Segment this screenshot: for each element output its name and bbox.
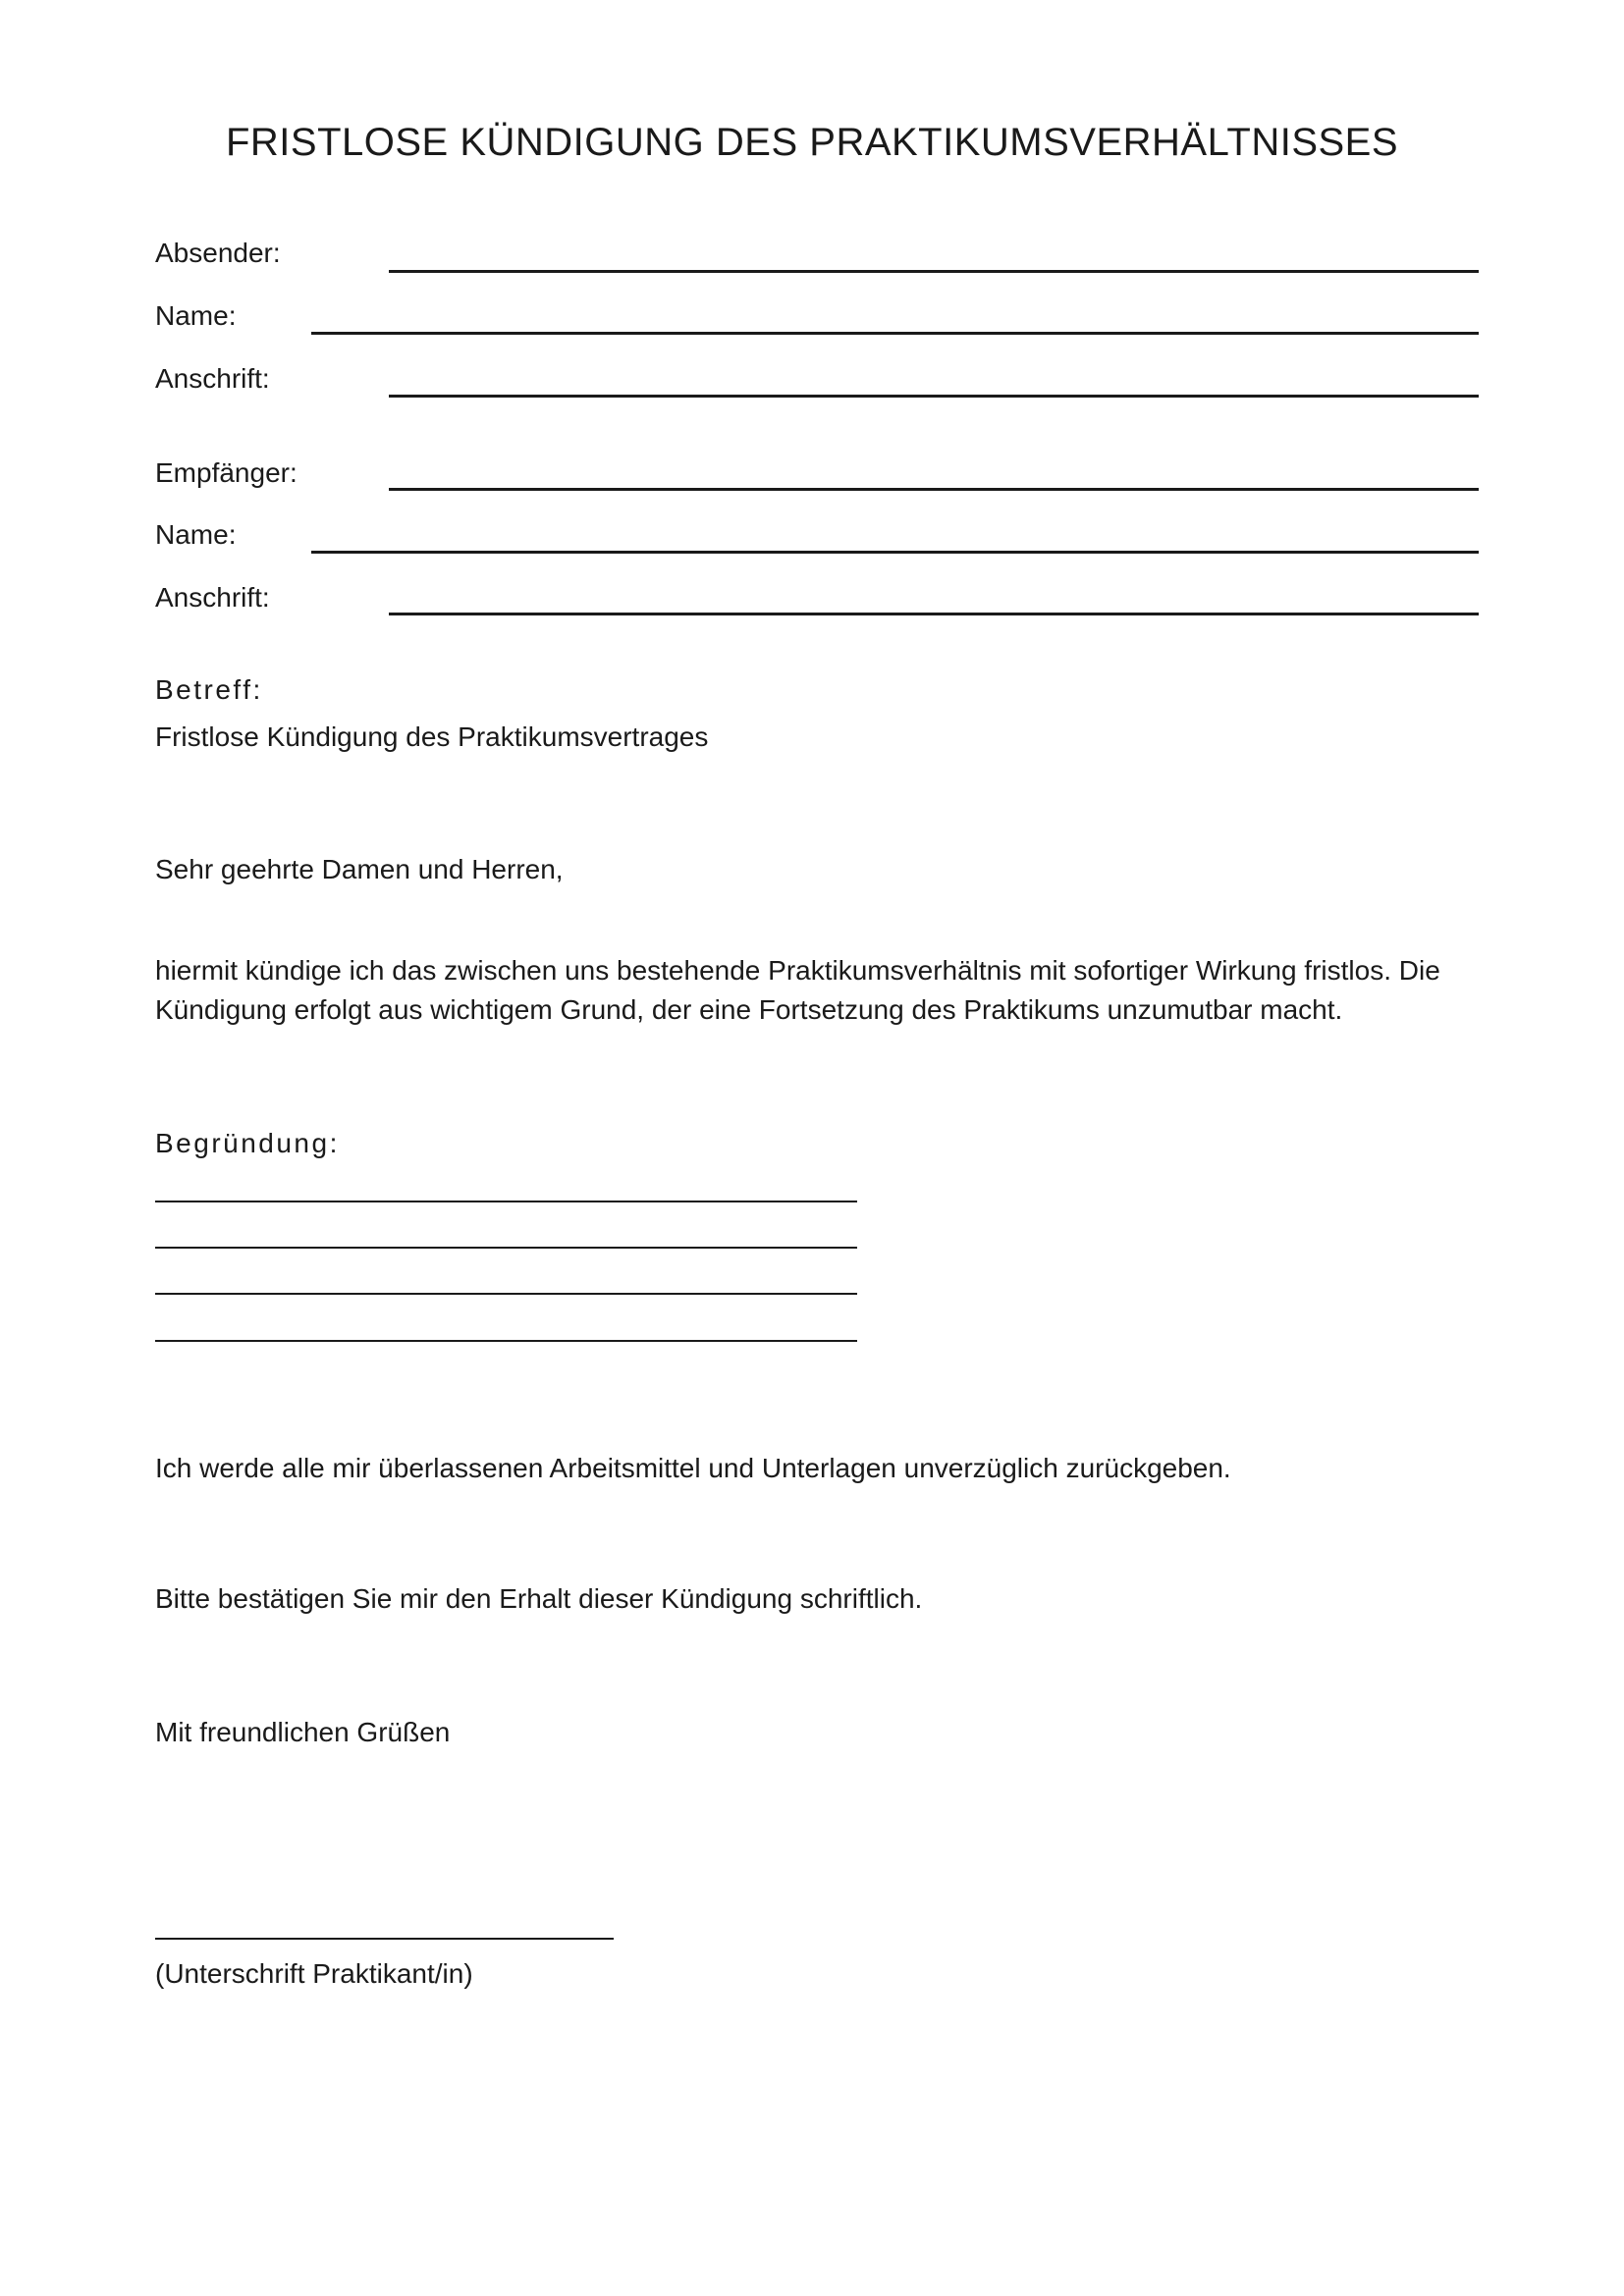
recipient-field-line[interactable] <box>389 488 1479 491</box>
sender-heading: Absender: <box>155 238 281 268</box>
sender-name-field-line[interactable] <box>311 332 1479 335</box>
closing: Mit freundlichen Grüßen <box>155 1717 451 1747</box>
sender-field-line[interactable] <box>389 270 1479 273</box>
signature-line[interactable] <box>155 1938 614 1940</box>
recipient-name-field-line[interactable] <box>311 551 1479 554</box>
recipient-address-label: Anschrift: <box>155 582 270 613</box>
reason-line-4[interactable] <box>155 1340 857 1342</box>
return-statement: Ich werde alle mir überlassenen Arbeitsmittel und Unterlagen unverzüglich zurückgeben. <box>155 1453 1231 1483</box>
signature-caption: (Unterschrift Praktikant/in) <box>155 1958 473 1989</box>
recipient-heading: Empfänger: <box>155 457 298 488</box>
subject-label: Betreff: <box>155 674 263 705</box>
reason-line-1[interactable] <box>155 1201 857 1202</box>
reason-label: Begründung: <box>155 1128 340 1158</box>
recipient-name-label: Name: <box>155 519 237 550</box>
reason-line-2[interactable] <box>155 1247 857 1249</box>
document-title: FRISTLOSE KÜNDIGUNG DES PRAKTIKUMSVERHÄLTNISSES <box>225 121 1399 164</box>
confirmation-request: Bitte bestätigen Sie mir den Erhalt dieser Kündigung schriftlich. <box>155 1583 923 1614</box>
subject-text: Fristlose Kündigung des Praktikumsvertrages <box>155 721 709 752</box>
sender-address-field-line[interactable] <box>389 395 1479 398</box>
reason-line-3[interactable] <box>155 1293 857 1295</box>
sender-name-label: Name: <box>155 300 237 331</box>
sender-address-label: Anschrift: <box>155 363 270 394</box>
salutation: Sehr geehrte Damen und Herren, <box>155 854 564 884</box>
recipient-address-field-line[interactable] <box>389 613 1479 615</box>
body-paragraph: hiermit kündige ich das zwischen uns bestehende Praktikumsverhältnis mit sofortiger Wirkung fristlos. Die Kündigung erfolgt aus wichtigem Grund, der eine Fortsetzung des Praktikums unzumutbar macht. <box>155 955 1440 1025</box>
